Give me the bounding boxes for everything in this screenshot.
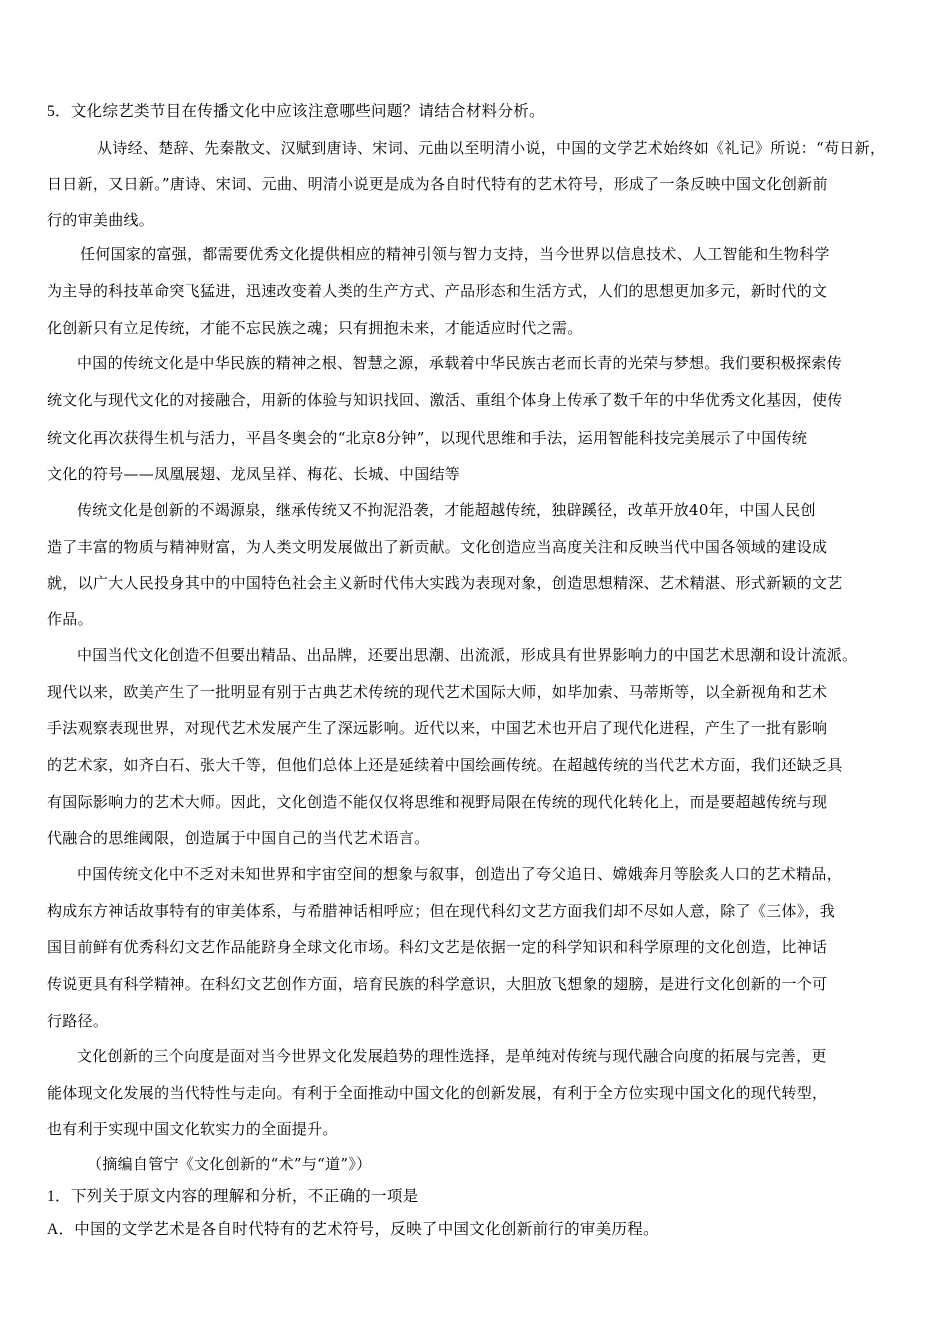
passage-line: 化创新只有立足传统，才能不忘民族之魂；只有拥抱未来，才能适应时代之需。 — [47, 319, 583, 337]
passage-line: 的艺术家，如齐白石、张大千等，但他们总体上还是延续着中国绘画传统。在超越传统的当代艺术方面，我们还缺乏具 — [47, 756, 843, 774]
passage-line: 作品。 — [47, 610, 93, 628]
passage-line: 也有利于实现中国文化软实力的全面提升。 — [47, 1120, 338, 1138]
passage-line: 国目前鲜有优秀科幻文艺作品能跻身全球文化市场。科幻文艺是依据一定的科学知识和科学原理的文化创造，比神话 — [47, 938, 828, 956]
source-citation: （摘编自管宁《文化创新的“术”与“道”》） — [87, 1155, 372, 1173]
passage-line: 能体现文化发展的当代特性与走向。有利于全面推动中国文化的创新发展，有利于全方位实现中国文化的现代转型， — [47, 1084, 828, 1102]
passage-line: 文化的符号——凤凰展翅、龙凤呈祥、梅花、长城、中国结等 — [47, 465, 461, 483]
passage-line: 有国际影响力的艺术大师。因此，文化创造不能仅仅将思维和视野局限在传统的现代化转化上，而是要超越传统与现 — [47, 793, 828, 811]
option-a: A．中国的文学艺术是各自时代特有的艺术符号，反映了中国文化创新前行的审美历程。 — [47, 1221, 659, 1238]
passage-line: 为主导的科技革命突飞猛进，迅速改变着人类的生产方式、产品形态和生活方式，人们的思想更加多元，新时代的文 — [47, 282, 828, 300]
passage-line: 中国的传统文化是中华民族的精神之根、智慧之源，承载着中华民族古老而长青的光荣与梦想。我们要积极探索传 — [77, 354, 843, 372]
passage-line: 中国传统文化中不乏对未知世界和宇宙空间的想象与叙事，创造出了夸父追日、嫦娥奔月等脍炙人口的艺术精品， — [77, 865, 843, 883]
passage-line: 中国当代文化创造不但要出精品、出品牌，还要出思潮、出流派，形成具有世界影响力的中国艺术思潮和设计流派。 — [77, 646, 858, 664]
passage-line: 行的审美曲线。 — [47, 211, 155, 229]
question-1: 1．下列关于原文内容的理解和分析，不正确的一项是 — [47, 1188, 419, 1205]
passage-line: 手法观察表现世界，对现代艺术发展产生了深远影响。近代以来，中国艺术也开启了现代化进程，产生了一批有影响 — [47, 719, 828, 737]
passage-line: 统文化再次获得生机与活力，平昌冬奥会的“北京8分钟”，以现代思维和手法，运用智能科技完美展示了中国传统 — [47, 429, 808, 447]
question-5: 5．文化综艺类节目在传播文化中应该注意哪些问题？请结合材料分析。 — [47, 103, 545, 120]
passage-line: 构成东方神话故事特有的审美体系，与希腊神话相呼应；但在现代科幻文艺方面我们却不尽如人意，除了《三体》，我 — [47, 902, 836, 920]
passage-line: 造了丰富的物质与精神财富，为人类文明发展做出了新贡献。文化创造应当高度关注和反映当代中国各领域的建设成 — [47, 538, 828, 556]
passage-line: 行路径。 — [47, 1012, 109, 1030]
passage-line: 现代以来，欧美产生了一批明显有别于古典艺术传统的现代艺术国际大师，如毕加索、马蒂斯等，以全新视角和艺术 — [47, 683, 828, 701]
passage-line: 代融合的思维阈限，创造属于中国自己的当代艺术语言。 — [47, 829, 430, 847]
passage-line: 任何国家的富强，都需要优秀文化提供相应的精神引领与智力支持，当今世界以信息技术、人工智能和生物科学 — [80, 245, 830, 263]
passage-line: 文化创新的三个向度是面对当今世界文化发展趋势的理性选择，是单纯对传统与现代融合向度的拓展与完善，更 — [77, 1047, 827, 1065]
passage-line: 传说更具有科学精神。在科幻文艺创作方面，培育民族的科学意识，大胆放飞想象的翅膀，是进行文化创新的一个可 — [47, 975, 828, 993]
passage-line: 传统文化是创新的不竭源泉，继承传统又不拘泥沿袭，才能超越传统，独辟蹊径，改革开放40年，中国人民创 — [77, 501, 816, 519]
passage-line: 从诗经、楚辞、先秦散文、汉赋到唐诗、宋词、元曲以至明清小说，中国的文学艺术始终如《礼记》所说：“苟日新， — [97, 139, 886, 157]
passage-line: 就，以广大人民投身其中的中国特色社会主义新时代伟大实践为表现对象，创造思想精深、艺术精湛、形式新颖的文艺 — [47, 574, 843, 592]
passage-line: 统文化与现代文化的对接融合，用新的体验与知识找回、激活、重组个体身上传承了数千年的中华优秀文化基因，使传 — [47, 391, 843, 409]
passage-line: 日日新，又日新。”唐诗、宋词、元曲、明清小说更是成为各自时代特有的艺术符号，形成了一条反映中国文化创新前 — [47, 175, 828, 193]
